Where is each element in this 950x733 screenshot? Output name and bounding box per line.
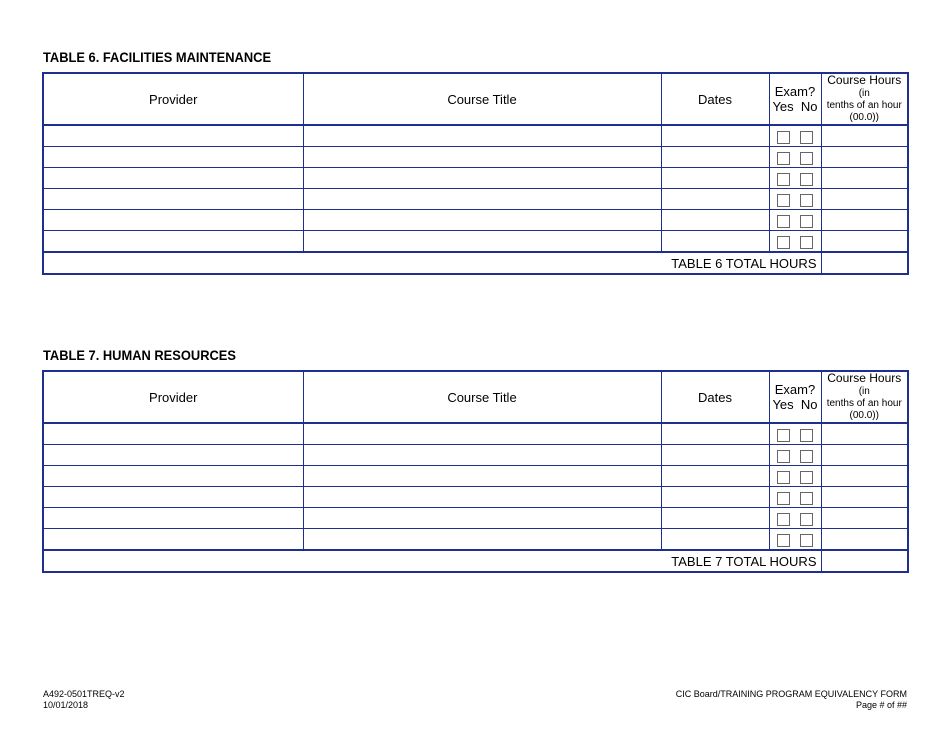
form-date: 10/01/2018 (43, 700, 89, 710)
provider-cell[interactable] (43, 168, 303, 189)
course-title-header: Course Title (303, 73, 661, 125)
course-hours-cell[interactable] (821, 466, 908, 487)
dates-cell[interactable] (661, 508, 769, 529)
table-row (43, 147, 908, 168)
exam-yes-checkbox[interactable] (777, 513, 790, 526)
hours-label-suffix: (in (858, 386, 870, 397)
provider-cell[interactable] (43, 508, 303, 529)
course-title-cell[interactable] (303, 231, 661, 253)
footer-left (43, 689, 125, 711)
hours-unit-label: tenths of an hour (826, 100, 902, 111)
table-6-title: TABLE 6. FACILITIES MAINTENANCE (43, 49, 272, 65)
yes-label: Yes (772, 397, 794, 412)
exam-no-checkbox[interactable] (800, 450, 813, 463)
provider-header: Provider (43, 371, 303, 423)
course-hours-cell[interactable] (821, 508, 908, 529)
course-hours-cell[interactable] (821, 487, 908, 508)
form-name: CIC Board/TRAINING PROGRAM EQUIVALENCY FORM (675, 689, 907, 699)
table-row (43, 529, 908, 551)
course-title-cell[interactable] (303, 189, 661, 210)
course-hours-header (821, 73, 908, 125)
exam-label: Exam? (774, 382, 816, 397)
course-title-cell[interactable] (303, 210, 661, 231)
course-hours-cell[interactable] (821, 231, 908, 253)
exam-header (769, 73, 821, 125)
provider-cell[interactable] (43, 125, 303, 147)
exam-yes-checkbox[interactable] (777, 131, 790, 144)
exam-yes-no-labels (770, 99, 821, 114)
course-hours-cell[interactable] (821, 529, 908, 551)
dates-cell[interactable] (661, 423, 769, 445)
exam-no-checkbox[interactable] (800, 534, 813, 547)
exam-no-checkbox[interactable] (800, 513, 813, 526)
exam-cell (769, 147, 821, 168)
provider-cell[interactable] (43, 423, 303, 445)
total-hours-value[interactable] (821, 550, 908, 572)
form-id: A492-0501TREQ-v2 (43, 689, 125, 699)
exam-no-checkbox[interactable] (800, 173, 813, 186)
exam-yes-checkbox[interactable] (777, 450, 790, 463)
course-title-cell[interactable] (303, 487, 661, 508)
dates-cell[interactable] (661, 147, 769, 168)
exam-yes-checkbox[interactable] (777, 215, 790, 228)
exam-no-checkbox[interactable] (800, 152, 813, 165)
provider-cell[interactable] (43, 487, 303, 508)
table-row (43, 231, 908, 253)
course-hours-cell[interactable] (821, 147, 908, 168)
exam-cell (769, 466, 821, 487)
provider-cell[interactable] (43, 189, 303, 210)
exam-cell (769, 445, 821, 466)
exam-yes-checkbox[interactable] (777, 194, 790, 207)
no-label: No (800, 397, 818, 412)
course-hours-cell[interactable] (821, 189, 908, 210)
dates-cell[interactable] (661, 445, 769, 466)
exam-yes-checkbox[interactable] (777, 492, 790, 505)
exam-no-checkbox[interactable] (800, 194, 813, 207)
course-title-cell[interactable] (303, 508, 661, 529)
provider-cell[interactable] (43, 210, 303, 231)
provider-cell[interactable] (43, 466, 303, 487)
provider-cell[interactable] (43, 231, 303, 253)
no-label: No (800, 99, 818, 114)
exam-no-checkbox[interactable] (800, 429, 813, 442)
total-row (43, 252, 908, 274)
exam-no-checkbox[interactable] (800, 236, 813, 249)
course-hours-cell[interactable] (821, 125, 908, 147)
provider-cell[interactable] (43, 445, 303, 466)
total-hours-value[interactable] (821, 252, 908, 274)
table-7-title: TABLE 7. HUMAN RESOURCES (43, 347, 236, 363)
course-hours-cell[interactable] (821, 210, 908, 231)
exam-cell (769, 529, 821, 551)
dates-cell[interactable] (661, 231, 769, 253)
dates-cell[interactable] (661, 168, 769, 189)
course-title-header: Course Title (303, 371, 661, 423)
course-hours-header (821, 371, 908, 423)
course-title-cell[interactable] (303, 125, 661, 147)
hours-format-label: (00.0)) (849, 112, 879, 123)
course-hours-cell[interactable] (821, 445, 908, 466)
dates-cell[interactable] (661, 487, 769, 508)
provider-cell[interactable] (43, 529, 303, 551)
provider-header: Provider (43, 73, 303, 125)
course-title-cell[interactable] (303, 466, 661, 487)
exam-cell (769, 168, 821, 189)
exam-cell (769, 125, 821, 147)
exam-header (769, 371, 821, 423)
total-hours-label: TABLE 7 TOTAL HOURS (43, 550, 821, 572)
table-7-header-row (43, 371, 908, 423)
dates-cell[interactable] (661, 125, 769, 147)
dates-cell[interactable] (661, 529, 769, 551)
exam-cell (769, 423, 821, 445)
course-hours-cell[interactable] (821, 423, 908, 445)
exam-yes-checkbox[interactable] (777, 236, 790, 249)
page-number: Page # of ## (855, 700, 907, 710)
total-hours-label: TABLE 6 TOTAL HOURS (43, 252, 821, 274)
exam-cell (769, 487, 821, 508)
course-title-cell[interactable] (303, 529, 661, 551)
table-row (43, 210, 908, 231)
exam-no-checkbox[interactable] (800, 131, 813, 144)
dates-cell[interactable] (661, 189, 769, 210)
hours-format-label: (00.0)) (849, 410, 879, 421)
course-title-cell[interactable] (303, 147, 661, 168)
table-6-facilities-maintenance (42, 72, 909, 275)
exam-cell (769, 231, 821, 253)
provider-cell[interactable] (43, 147, 303, 168)
table-row (43, 189, 908, 210)
yes-label: Yes (772, 99, 794, 114)
exam-cell (769, 189, 821, 210)
exam-yes-no-labels (770, 397, 821, 412)
exam-no-checkbox[interactable] (800, 471, 813, 484)
exam-no-checkbox[interactable] (800, 215, 813, 228)
table-row (43, 168, 908, 189)
table-row (43, 423, 908, 445)
exam-yes-checkbox[interactable] (777, 534, 790, 547)
course-title-cell[interactable] (303, 168, 661, 189)
exam-cell (769, 210, 821, 231)
footer-right (676, 689, 907, 711)
hours-label: Course Hours (827, 73, 902, 87)
table-6-header-row (43, 73, 908, 125)
exam-yes-checkbox[interactable] (777, 173, 790, 186)
table-row (43, 125, 908, 147)
exam-yes-checkbox[interactable] (777, 471, 790, 484)
total-row (43, 550, 908, 572)
table-row (43, 508, 908, 529)
table-7-human-resources (42, 370, 909, 573)
table-row (43, 445, 908, 466)
exam-cell (769, 508, 821, 529)
hours-unit-label: tenths of an hour (826, 398, 902, 409)
table-row (43, 487, 908, 508)
exam-no-checkbox[interactable] (800, 492, 813, 505)
dates-cell[interactable] (661, 466, 769, 487)
course-title-cell[interactable] (303, 423, 661, 445)
hours-label-suffix: (in (858, 88, 870, 99)
exam-label: Exam? (774, 84, 816, 99)
hours-label: Course Hours (827, 371, 902, 385)
dates-header: Dates (661, 371, 769, 423)
exam-yes-checkbox[interactable] (777, 152, 790, 165)
dates-cell[interactable] (661, 210, 769, 231)
dates-header: Dates (661, 73, 769, 125)
table-row (43, 466, 908, 487)
course-title-cell[interactable] (303, 445, 661, 466)
course-hours-cell[interactable] (821, 168, 908, 189)
exam-yes-checkbox[interactable] (777, 429, 790, 442)
